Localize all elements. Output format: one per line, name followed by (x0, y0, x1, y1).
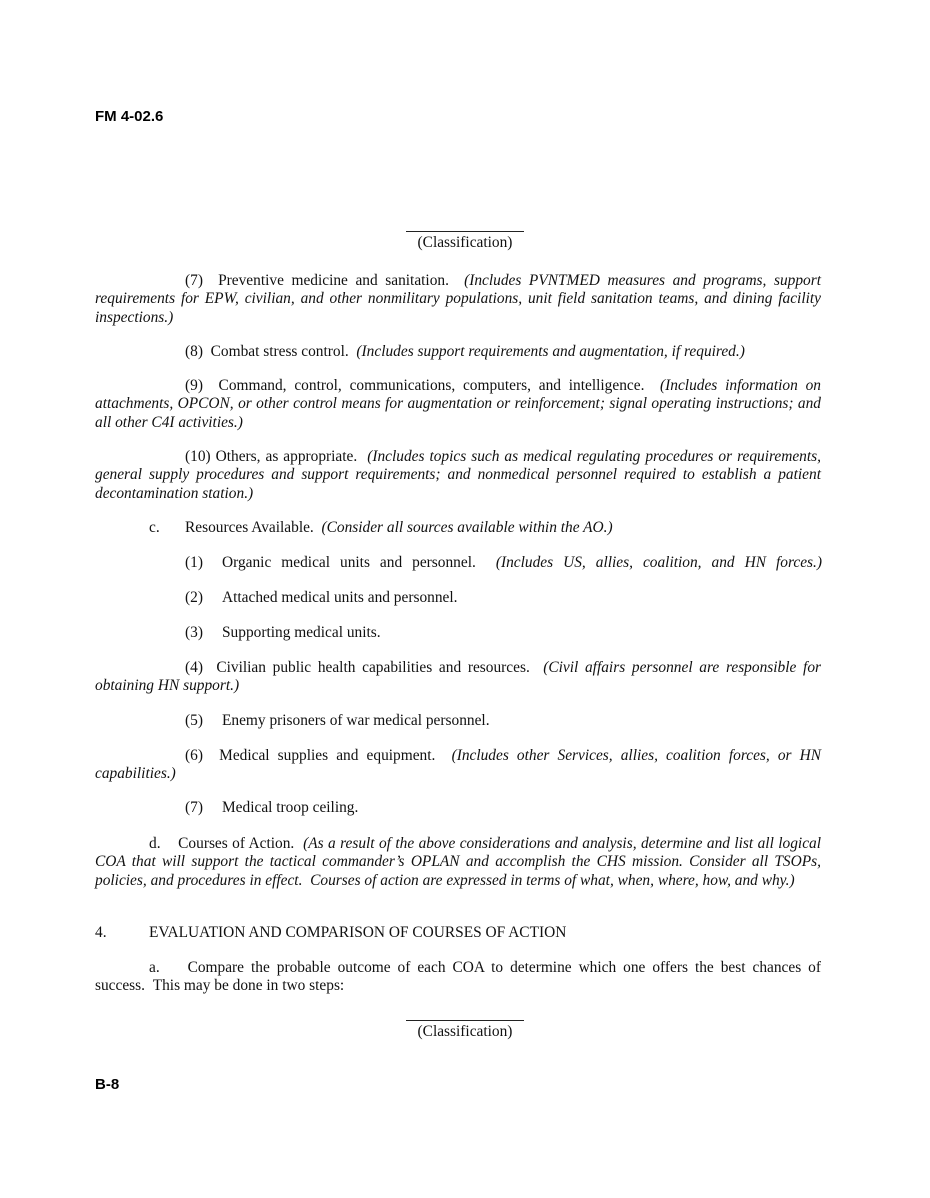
paragraph-text: Organic medical units and personnel. (222, 554, 496, 571)
paragraph-c1 (222, 554, 822, 572)
paragraph-note: (Civil affairs personnel are responsible for obtaining HN support.) (95, 659, 822, 695)
paragraph-c6 (95, 747, 821, 784)
paragraph-c7-number: (7) (185, 799, 203, 816)
paragraph-text: (6) Medical supplies and equipment. (185, 747, 452, 764)
paragraph-c3: Supporting medical units. (222, 624, 381, 641)
paragraph-note: (Includes topics such as medical regulating procedures or requirements, general supply procedures and support requirements; and nonmedical personnel required to establish a patient decontamination station.) (95, 448, 821, 502)
paragraph-c2: Attached medical units and personnel. (222, 589, 458, 606)
paragraph-note: (Includes PVNTMED measures and programs, support requirements for EPW, civilian, and other nonmilitary populations, unit field sanitation teams, and dining facility inspections.) (95, 272, 822, 326)
classification-bottom (0, 1020, 930, 1041)
paragraph-note: (As a result of the above considerations and analysis, determine and list all logical COA that will support the tactical commander’s OPLAN and accomplish the CHS mission. Consider all TSOPs, policies, and procedures in effect. Courses of action are expressed in terms of what, when, where, how, and why.) (95, 835, 821, 889)
paragraph-b9 (95, 377, 821, 432)
paragraph-b10 (95, 448, 821, 503)
classification-bottom-label: (Classification) (417, 1023, 513, 1040)
paragraph-text: (4) Civilian public health capabilities and resources. (185, 659, 544, 676)
classification-top-label: (Classification) (417, 234, 513, 251)
paragraph-text: Resources Available. (185, 519, 322, 536)
page-number: B-8 (95, 1076, 120, 1093)
document-id: FM 4-02.6 (95, 108, 164, 125)
paragraph-note: (Includes information on attachments, OPCON, or other control means for augmentation or reinforcement; signal operating instructions; and all other C4I activities.) (95, 377, 821, 431)
paragraph-text: a. Compare the probable outcome of each COA to determine which one offers the best chances of success. This may be done in two steps: (95, 959, 821, 995)
paragraph-4a (95, 959, 821, 996)
paragraph-c7: Medical troop ceiling. (222, 799, 359, 816)
paragraph-note: (Includes US, allies, coalition, and HN forces.) (495, 554, 822, 571)
paragraph-label: c. (149, 519, 160, 536)
paragraph-text: d. Courses of Action. (149, 835, 304, 852)
paragraph-d (95, 835, 821, 890)
section-4-title: EVALUATION AND COMPARISON OF COURSES OF ACTION (149, 924, 567, 941)
paragraph-text: (7) Preventive medicine and sanitation. (185, 272, 465, 289)
paragraph-text: (10) Others, as appropriate. (185, 448, 368, 465)
paragraph-c2-number: (2) (185, 589, 203, 606)
classification-top (0, 231, 930, 252)
paragraph-note: (Consider all sources available within the AO.) (321, 519, 613, 536)
section-4-number: 4. (95, 924, 107, 941)
paragraph-c-text (185, 519, 613, 537)
paragraph-c (149, 519, 160, 537)
paragraph-b8 (95, 343, 821, 361)
paragraph-c5-number: (5) (185, 712, 203, 729)
paragraph-note: (Includes other Services, allies, coalition forces, or HN capabilities.) (95, 747, 821, 783)
paragraph-text: (8) Combat stress control. (185, 343, 357, 360)
paragraph-b7 (95, 272, 821, 327)
paragraph-c4 (95, 659, 821, 696)
paragraph-c1-number: (1) (185, 554, 203, 571)
paragraph-note: (Includes support requirements and augmentation, if required.) (356, 343, 745, 360)
paragraph-c5: Enemy prisoners of war medical personnel. (222, 712, 490, 729)
paragraph-text: (9) Command, control, communications, computers, and intelligence. (185, 377, 661, 394)
paragraph-c3-number: (3) (185, 624, 203, 641)
